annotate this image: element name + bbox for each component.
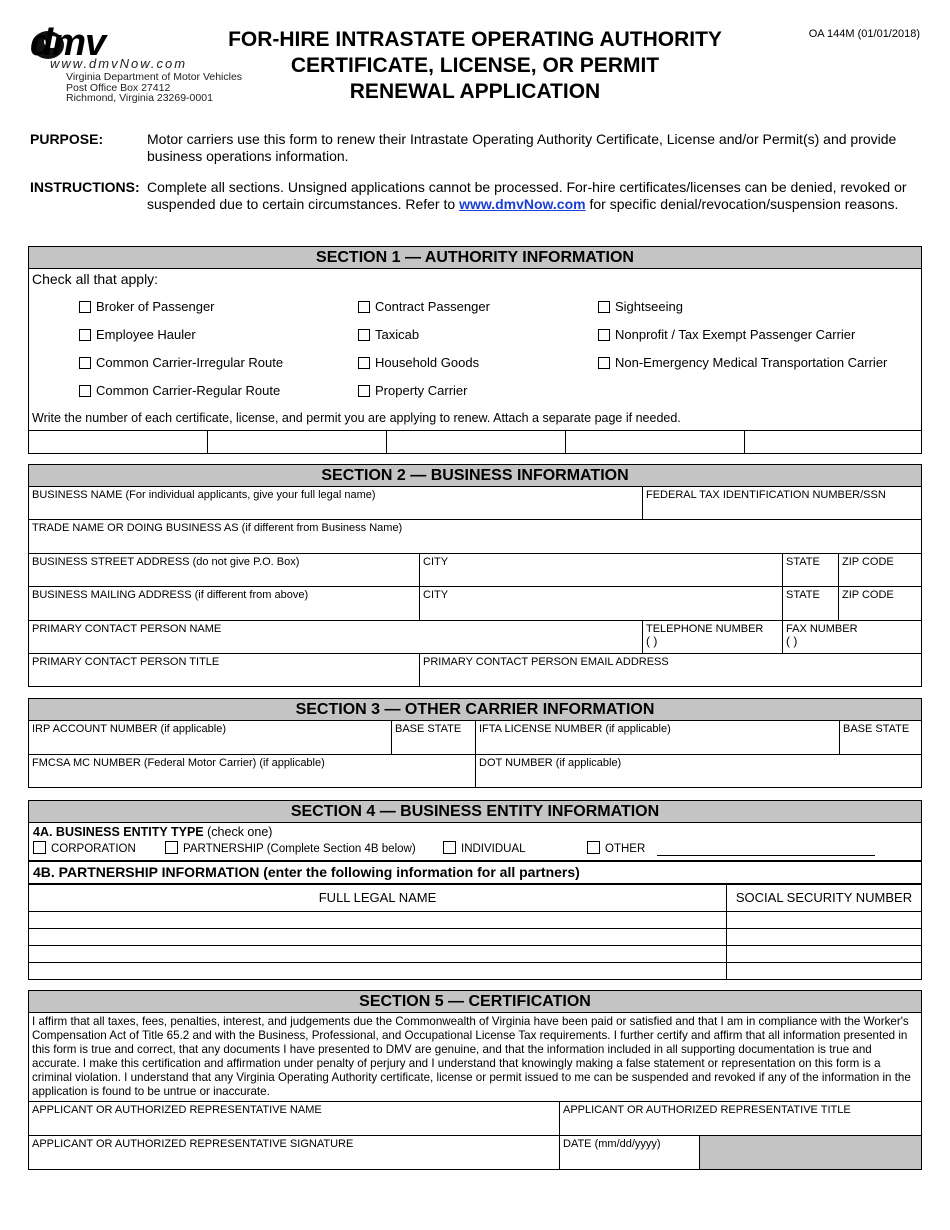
dot-field[interactable]: DOT NUMBER (if applicable) <box>479 757 622 769</box>
ifta-base-state-field[interactable]: BASE STATE <box>840 721 921 755</box>
purpose-label: PURPOSE: <box>30 131 104 147</box>
checkbox-nemt-carrier[interactable]: Non-Emergency Medical Transportation Carrier <box>598 355 887 370</box>
checkbox-employee-hauler[interactable]: Employee Hauler <box>79 327 196 342</box>
section-1-title: SECTION 1 — AUTHORITY INFORMATION <box>29 247 921 269</box>
date-field[interactable]: DATE (mm/dd/yyyy) <box>560 1136 700 1169</box>
checkbox-nonprofit[interactable]: Nonprofit / Tax Exempt Passenger Carrier <box>598 327 855 342</box>
checkbox-icon <box>79 301 91 313</box>
telephone-field[interactable]: TELEPHONE NUMBER ( ) <box>643 621 783 654</box>
dmvnow-link[interactable]: www.dmvNow.com <box>459 196 586 212</box>
dmv-logo-text: dmv <box>30 22 106 64</box>
irp-field[interactable]: IRP ACCOUNT NUMBER (if applicable) <box>29 721 392 755</box>
contact-title-field[interactable]: PRIMARY CONTACT PERSON TITLE <box>29 654 420 686</box>
checkbox-taxicab[interactable]: Taxicab <box>358 327 419 342</box>
street-zip-field[interactable]: ZIP CODE <box>839 554 921 587</box>
checkbox-household-goods[interactable]: Household Goods <box>358 355 479 370</box>
partner-name-field[interactable] <box>29 929 727 946</box>
other-entity-line[interactable] <box>657 855 875 856</box>
entity-type-row <box>29 823 921 862</box>
section-3-title: SECTION 3 — OTHER CARRIER INFORMATION <box>29 699 921 721</box>
certificate-number-field[interactable] <box>208 431 387 453</box>
checkbox-corporation[interactable]: CORPORATION <box>33 841 136 855</box>
checkbox-icon <box>165 841 178 854</box>
write-number-instruction: Write the number of each certificate, license, and permit you are applying to renew. Attach a separate page if needed. <box>29 407 921 431</box>
partner-ssn-field[interactable] <box>727 946 921 963</box>
checkbox-common-carrier-regular[interactable]: Common Carrier-Regular Route <box>79 383 280 398</box>
checkbox-icon <box>598 357 610 369</box>
trade-name-field[interactable]: TRADE NAME OR DOING BUSINESS AS (if different from Business Name) <box>29 520 921 554</box>
checkbox-individual[interactable]: INDIVIDUAL <box>443 841 526 855</box>
mailing-zip-field[interactable]: ZIP CODE <box>839 587 921 621</box>
partner-ssn-field[interactable] <box>727 929 921 946</box>
certification-text: I affirm that all taxes, fees, penalties, interest, and judgements due the Commonwealth of Virginia have been paid or satisfied and that I am in compliance with the Worker's Compensation Act of Title 65.2 and with the Business, Professional, and Occupational License Tax requirements. I further certify and affirm that all information presented in this form is true and correct, that any documents I have presented to DMV are genuine, and that the information included in all supporting documentation is true and accurate. I make this certification and affirmation under penalty of perjury and I understand that knowingly making a false statement or representation on this form is a criminal violation. I understand that any Virginia Operating Authority certificate, license or permit issued to me can be suspended and revoked if any of the information in the application is found to be untrue or inaccurate. <box>29 1013 921 1102</box>
ifta-field[interactable]: IFTA LICENSE NUMBER (if applicable) <box>476 721 840 755</box>
mailing-city-field[interactable]: CITY <box>420 587 783 621</box>
dmv-address: Virginia Department of Motor Vehicles Post Office Box 27412 Richmond, Virginia 23269-0001 <box>66 71 243 104</box>
checkbox-broker-of-passenger[interactable]: Broker of Passenger <box>79 299 215 314</box>
checkbox-icon <box>358 301 370 313</box>
street-state-field[interactable]: STATE <box>783 554 839 587</box>
checkbox-icon <box>79 329 91 341</box>
contact-name-field[interactable]: PRIMARY CONTACT PERSON NAME <box>29 621 643 654</box>
fein-field[interactable]: FEDERAL TAX IDENTIFICATION NUMBER/SSN <box>643 487 921 520</box>
section-2-business <box>28 464 922 687</box>
section-5-certification <box>28 990 922 1170</box>
checkbox-icon <box>358 329 370 341</box>
page-title: FOR-HIRE INTRASTATE OPERATING AUTHORITY CERTIFICATE, LICENSE, OR PERMIT RENEWAL APPLICATION <box>228 28 722 103</box>
checkbox-other[interactable]: OTHER <box>587 841 645 855</box>
certificate-number-field[interactable] <box>387 431 566 453</box>
section-1-authority <box>28 246 922 454</box>
mailing-address-field[interactable]: BUSINESS MAILING ADDRESS (if different from above) <box>29 587 420 621</box>
fmcsa-field[interactable]: FMCSA MC NUMBER (Federal Motor Carrier) (if applicable) <box>29 755 476 787</box>
checkbox-icon <box>79 357 91 369</box>
checkbox-icon <box>79 385 91 397</box>
check-all-label: Check all that apply: <box>32 271 159 287</box>
street-city-field[interactable]: CITY <box>420 554 783 587</box>
business-name-field[interactable]: BUSINESS NAME (For individual applicants, give your full legal name) <box>29 487 643 520</box>
entity-type-label: 4A. BUSINESS ENTITY TYPE (check one) <box>33 825 273 839</box>
irp-base-state-field[interactable]: BASE STATE <box>392 721 476 755</box>
checkbox-common-carrier-irregular[interactable]: Common Carrier-Irregular Route <box>79 355 283 370</box>
office-use-shaded <box>700 1136 921 1169</box>
partner-ssn-field[interactable] <box>727 912 921 929</box>
rep-signature-field[interactable]: APPLICANT OR AUTHORIZED REPRESENTATIVE SIGNATURE <box>29 1136 560 1169</box>
certificate-number-field[interactable] <box>566 431 745 453</box>
ssn-header: SOCIAL SECURITY NUMBER <box>727 885 921 912</box>
fax-field[interactable]: FAX NUMBER ( ) <box>783 621 921 654</box>
purpose-text: Motor carriers use this form to renew their Intrastate Operating Authority Certificate, License and/or Permit(s) and provide business operations information. <box>147 131 897 164</box>
full-legal-name-header: FULL LEGAL NAME <box>29 885 727 912</box>
mailing-state-field[interactable]: STATE <box>783 587 839 621</box>
partner-name-field[interactable] <box>29 912 727 929</box>
partner-ssn-field[interactable] <box>727 963 921 979</box>
checkbox-icon <box>598 301 610 313</box>
instructions-label: INSTRUCTIONS: <box>30 179 140 195</box>
partnership-header: 4B. PARTNERSHIP INFORMATION (enter the following information for all partners) <box>29 862 921 885</box>
dmv-logo-web: www.dmvNow.com <box>50 56 188 71</box>
street-address-field[interactable]: BUSINESS STREET ADDRESS (do not give P.O. Box) <box>29 554 420 587</box>
partner-name-field[interactable] <box>29 946 727 963</box>
partner-name-field[interactable] <box>29 963 727 979</box>
form-number: OA 144M (01/01/2018) <box>808 28 920 40</box>
section-5-title: SECTION 5 — CERTIFICATION <box>29 991 921 1013</box>
checkbox-icon <box>587 841 600 854</box>
checkbox-property-carrier[interactable]: Property Carrier <box>358 383 467 398</box>
checkbox-icon <box>33 841 46 854</box>
checkbox-sightseeing[interactable]: Sightseeing <box>598 299 683 314</box>
certificate-number-row <box>29 431 921 453</box>
checkbox-contract-passenger[interactable]: Contract Passenger <box>358 299 490 314</box>
checkbox-partnership[interactable]: PARTNERSHIP (Complete Section 4B below) <box>165 841 416 855</box>
section-3-carrier <box>28 698 922 788</box>
contact-email-field[interactable]: PRIMARY CONTACT PERSON EMAIL ADDRESS <box>423 656 669 668</box>
certificate-number-field[interactable] <box>745 431 921 453</box>
certificate-number-field[interactable] <box>29 431 208 453</box>
instructions-text: Complete all sections. Unsigned applications cannot be processed. For-hire certificates/licenses can be denied, revoked or suspended due to certain circumstances. Refer to www.dmvNow.com for specific denial/revocation/suspension reasons. <box>147 179 907 212</box>
rep-title-field[interactable]: APPLICANT OR AUTHORIZED REPRESENTATIVE TITLE <box>560 1102 921 1136</box>
checkbox-icon <box>598 329 610 341</box>
section-4-entity <box>28 800 922 980</box>
checkbox-icon <box>358 385 370 397</box>
checkbox-icon <box>443 841 456 854</box>
section-2-title: SECTION 2 — BUSINESS INFORMATION <box>29 465 921 487</box>
checkbox-icon <box>358 357 370 369</box>
section-4-title: SECTION 4 — BUSINESS ENTITY INFORMATION <box>29 801 921 823</box>
rep-name-field[interactable]: APPLICANT OR AUTHORIZED REPRESENTATIVE NAME <box>29 1102 560 1136</box>
